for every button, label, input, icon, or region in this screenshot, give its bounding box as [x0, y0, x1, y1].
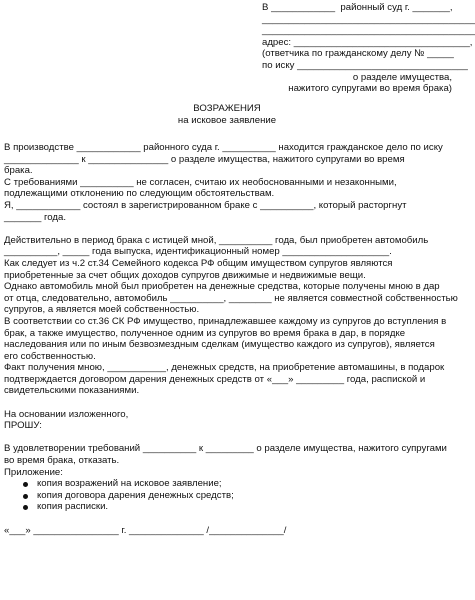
- paragraph-evidence-line2: подтверждается договором дарения денежных средств от «___» _________ года, распиской и: [4, 373, 426, 385]
- list-item: [4, 478, 450, 490]
- appendix-item-text: копия договора дарения денежных средств;: [37, 489, 234, 501]
- document-body: [4, 142, 458, 536]
- list-item: [4, 490, 450, 502]
- header-line-subject-2: нажитого супругами во время брака): [288, 83, 452, 95]
- header-line-blank-1: ________________________________________: [262, 13, 475, 25]
- paragraph-evidence-line1: Факт получения мною, ___________, денежных средств, на приобретение автомашины, в подарок: [4, 362, 445, 374]
- addressee-header: [262, 2, 475, 95]
- paragraph-car-line2: __________, _____ года выпуска, идентификационный номер ____________________.: [4, 246, 392, 258]
- header-line-blank-2: ________________________________________: [262, 25, 475, 37]
- header-line-subject-1: о разделе имущества,: [352, 71, 452, 83]
- appendix-list: [4, 478, 450, 513]
- paragraph-disagree-line2: подлежащими отклонению по следующим обстоятельствам.: [4, 188, 275, 200]
- paragraph-law34-line2: приобретенные за счет общих доходов супругов движимые и недвижимые вещи.: [4, 269, 366, 281]
- paragraph-proceedings-line1: В производстве ____________ районного суда г. __________ находится гражданское дело по иску: [4, 142, 443, 153]
- header-line-court: В ____________ районный суд г. _______,: [262, 2, 453, 13]
- header-line-address: адрес: _________________________________,: [262, 36, 473, 48]
- appendix-item-text: копия возражений на исковое заявление;: [37, 478, 222, 490]
- spacer: [4, 223, 450, 235]
- paragraph-law36-line3: наследования или по иным безвозмездным сделкам (имущество каждого из супругов), является: [4, 339, 435, 351]
- list-item: [4, 501, 450, 513]
- spacer: [4, 513, 450, 525]
- paragraph-gift-line1: Однако автомобиль мной был приобретен на денежные средства, которые получены мною в дар: [4, 281, 440, 293]
- paragraph-gift-line2: от отца, следовательно, автомобиль __________, ________ не является совместной собственностью: [4, 292, 458, 304]
- paragraph-law34-line1: Как следует из ч.2 ст.34 Семейного кодекса РФ общим имуществом супругов являются: [4, 257, 393, 269]
- paragraph-marriage-line2: _______ года.: [4, 211, 67, 223]
- paragraph-marriage-line1: Я, ____________ состоял в зарегистрированном браке с __________, который расторгнут: [4, 199, 407, 211]
- paragraph-disagree-line1: С требованиями __________ не согласен, считаю их необоснованными и незаконными,: [4, 176, 397, 188]
- spacer: [4, 397, 450, 409]
- title-main: ВОЗРАЖЕНИЯ: [193, 103, 261, 114]
- bullet-icon: [23, 482, 28, 487]
- bullet-icon: [23, 505, 28, 510]
- appendix-label: Приложение:: [4, 466, 63, 478]
- paragraph-basis: На основании изложенного,: [4, 408, 129, 420]
- paragraph-law36-line2: брак, а также имущество, полученное одним из супругов во время брака в дар, в порядке: [4, 327, 406, 339]
- appendix-item-text: копия расписки.: [37, 501, 109, 513]
- signature-line: «___» ________________ г. ______________ /______________/: [4, 524, 287, 536]
- header-line-claim: по иску ________________________________: [262, 59, 468, 71]
- paragraph-request-line2: во время брака, отказать.: [4, 455, 120, 467]
- paragraph-law36-line1: В соответствии со ст.36 СК РФ имущество, принадлежавшее каждому из супругов до вступления в: [4, 315, 447, 327]
- paragraph-request-heading: ПРОШУ:: [4, 420, 42, 432]
- paragraph-proceedings-line3: брака.: [4, 165, 33, 177]
- paragraph-proceedings-line2: ______________ к _______________ о разделе имущества, нажитого супругами во время: [4, 153, 405, 165]
- bullet-icon: [23, 494, 28, 499]
- paragraph-gift-line3: супругов, а является моей собственностью.: [4, 304, 200, 316]
- paragraph-law36-line4: его собственностью.: [4, 350, 96, 362]
- paragraph-request-line1: В удовлетворении требований __________ к _________ о разделе имущества, нажитого супругами: [4, 443, 447, 455]
- paragraph-evidence-line3: свидетельскими показаниями.: [4, 385, 140, 397]
- header-line-case: (ответчика по гражданскому делу № _____: [262, 48, 454, 60]
- spacer: [4, 432, 450, 444]
- paragraph-car-line1: Действительно в период брака с истицей мной, __________ года, был приобретен автомобиль: [4, 234, 429, 246]
- document-title: [0, 103, 454, 126]
- title-sub: на исковое заявление: [177, 114, 277, 126]
